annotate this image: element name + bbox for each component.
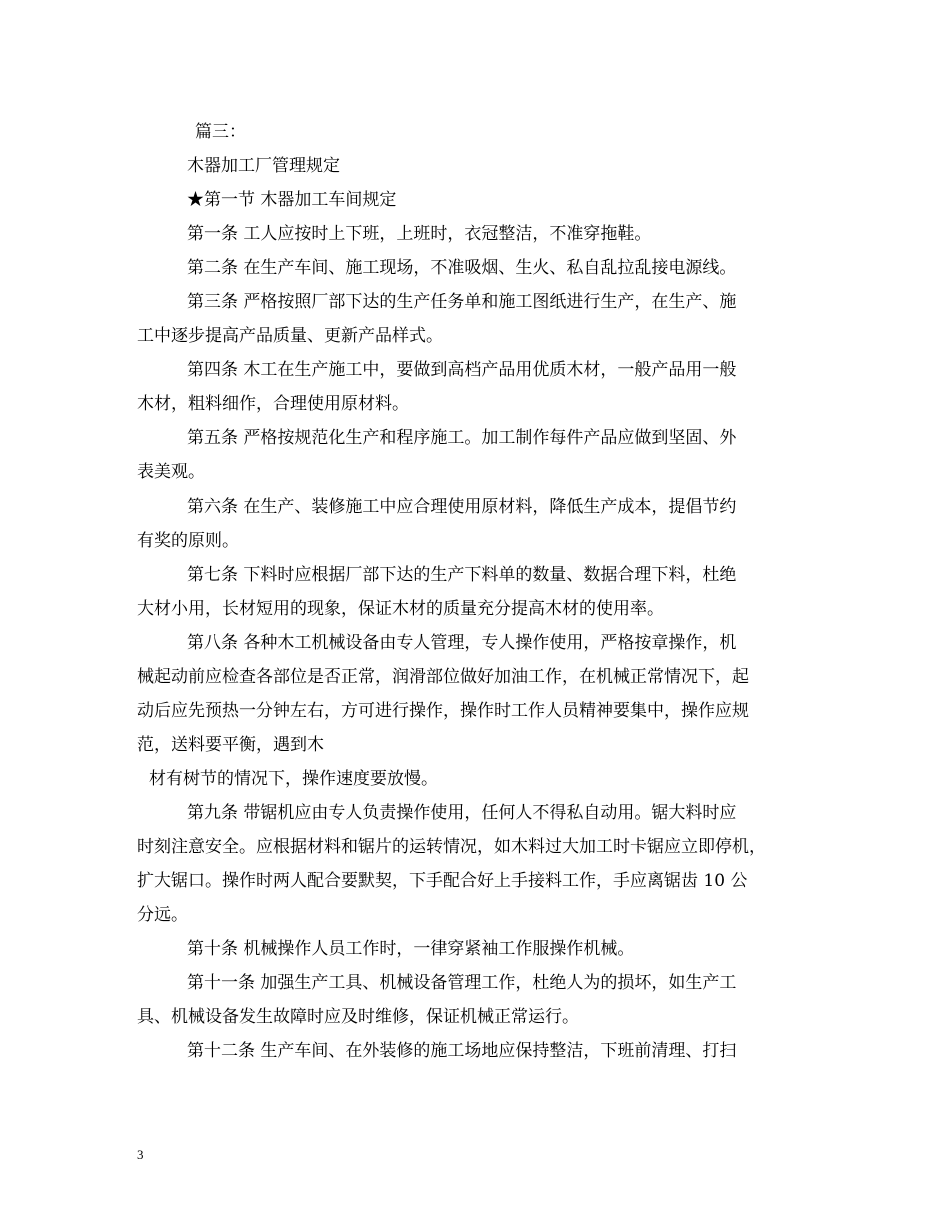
paragraph-line: 第十条 机械操作人员工作时，一律穿紧袖工作服操作机械。 bbox=[187, 939, 635, 959]
paragraph-line: 第七条 下料时应根据厂部下达的生产下料单的数量、数据合理下料，杜绝 bbox=[187, 565, 737, 585]
section-heading: ★第一节 木器加工车间规定 bbox=[187, 190, 397, 210]
paragraph-line: 扩大锯口。操作时两人配合要默契，下手配合好上手接料工作，手应离锯齿 10 公 bbox=[137, 871, 748, 891]
paragraph-line: 第八条 各种木工机械设备由专人管理，专人操作使用，严格按章操作，机 bbox=[187, 633, 737, 653]
paragraph-line: 材有树节的情况下，操作速度要放慢。 bbox=[149, 769, 438, 789]
paragraph-line: 范，送料要平衡，遇到木 bbox=[137, 735, 324, 755]
paragraph-line: 第十二条 生产车间、在外装修的施工场地应保持整洁，下班前清理、打扫 bbox=[187, 1041, 737, 1061]
paragraph-line: 表美观。 bbox=[137, 462, 205, 482]
paragraph-line: 第十一条 加强生产工具、机械设备管理工作，杜绝人为的损坏，如生产工 bbox=[187, 973, 737, 993]
paragraph-line: 械起动前应检查各部位是否正常，润滑部位做好加油工作，在机械正常情况下，起 bbox=[137, 667, 749, 687]
paragraph-line: 分远。 bbox=[137, 905, 188, 925]
paragraph-line: 第九条 带锯机应由专人负责操作使用，任何人不得私自动用。锯大料时应 bbox=[187, 803, 737, 823]
paragraph-line: 工中逐步提高产品质量、更新产品样式。 bbox=[137, 326, 443, 346]
paragraph-line: 第一条 工人应按时上下班，上班时，衣冠整洁，不准穿拖鞋。 bbox=[187, 224, 652, 244]
paragraph-line: 第四条 木工在生产施工中，要做到高档产品用优质木材，一般产品用一般 bbox=[187, 360, 737, 380]
paragraph-line: 大材小用，长材短用的现象，保证木材的质量充分提高木材的使用率。 bbox=[137, 599, 664, 619]
paragraph-line: 具、机械设备发生故障时应及时维修，保证机械正常运行。 bbox=[137, 1007, 579, 1027]
paragraph-line: 第五条 严格按规范化生产和程序施工。加工制作每件产品应做到坚固、外 bbox=[187, 428, 737, 448]
document-title: 木器加工厂管理规定 bbox=[187, 156, 340, 176]
paragraph-line: 有奖的原则。 bbox=[137, 531, 239, 551]
paragraph-line: 第六条 在生产、装修施工中应合理使用原材料，降低生产成本，提倡节约 bbox=[187, 497, 737, 517]
paragraph-line: 木材，粗料细作，合理使用原材料。 bbox=[137, 394, 409, 414]
section-label: 篇三： bbox=[195, 122, 246, 142]
paragraph-line: 第二条 在生产车间、施工现场，不准吸烟、生火、私自乱拉乱接电源线。 bbox=[187, 258, 737, 278]
paragraph-line: 第三条 严格按照厂部下达的生产任务单和施工图纸进行生产，在生产、施 bbox=[187, 292, 737, 312]
paragraph-line: 时刻注意安全。应根据材料和锯片的运转情况，如木料过大加工时卡锯应立即停机， bbox=[137, 837, 766, 857]
page-number: 3 bbox=[137, 1147, 144, 1162]
paragraph-line: 动后应先预热一分钟左右，方可进行操作，操作时工作人员精神要集中，操作应规 bbox=[137, 701, 749, 721]
